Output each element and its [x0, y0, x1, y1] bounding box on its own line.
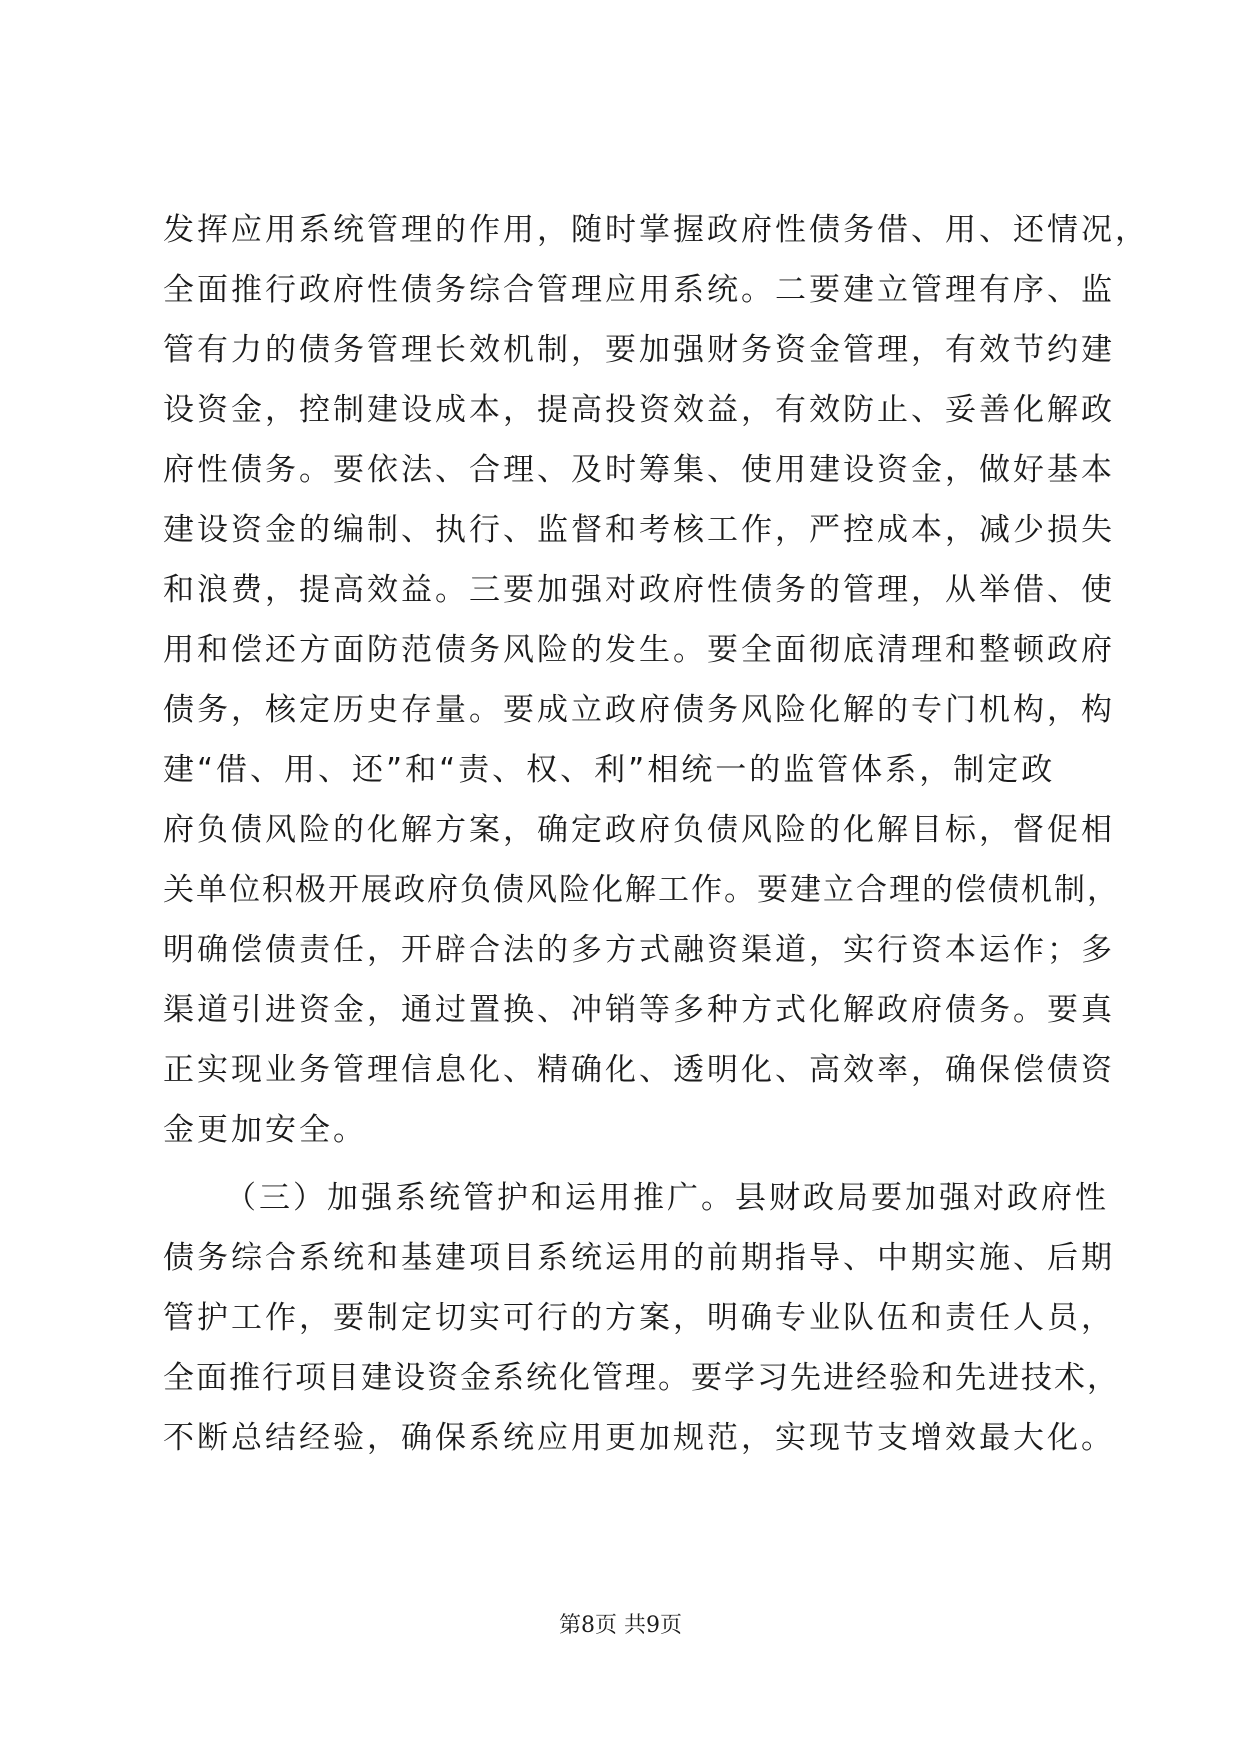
text-line: 府负债风险的化解方案，确定政府负债风险的化解目标，督促相	[163, 812, 1115, 848]
text-line: 明确偿债责任，开辟合法的多方式融资渠道，实行资本运作；多	[163, 932, 1115, 968]
text-line: （三）加强系统管护和运用推广。县财政局要加强对政府性	[225, 1180, 1109, 1216]
text-line: 管护工作，要制定切实可行的方案，明确专业队伍和责任人员，	[163, 1300, 1115, 1336]
text-line: 设资金，控制建设成本，提高投资效益，有效防止、妥善化解政	[163, 392, 1115, 428]
text-line: 建“借、用、还”和“责、权、利”相统一的监管体系，制定政	[163, 752, 1056, 788]
text-line: 全面推行政府性债务综合管理应用系统。二要建立管理有序、监	[163, 272, 1115, 308]
text-line: 和浪费，提高效益。三要加强对政府性债务的管理，从举借、使	[163, 572, 1115, 608]
text-line: 管有力的债务管理长效机制，要加强财务资金管理，有效节约建	[163, 332, 1115, 368]
text-line: 关单位积极开展政府负债风险化解工作。要建立合理的偿债机制，	[163, 872, 1120, 908]
text-line: 金更加安全。	[163, 1112, 367, 1148]
text-line: 债务综合系统和基建项目系统运用的前期指导、中期实施、后期	[163, 1240, 1115, 1276]
text-line: 正实现业务管理信息化、精确化、透明化、高效率，确保偿债资	[163, 1052, 1115, 1088]
text-line: 建设资金的编制、执行、监督和考核工作，严控成本，减少损失	[163, 512, 1115, 548]
text-line: 用和偿还方面防范债务风险的发生。要全面彻底清理和整顿政府	[163, 632, 1115, 668]
text-line: 不断总结经验，确保系统应用更加规范，实现节支增效最大化。	[163, 1420, 1115, 1456]
paragraph-2	[163, 1168, 1120, 1468]
document-body	[163, 200, 1149, 1468]
text-line: 债务，核定历史存量。要成立政府债务风险化解的专门机构，构	[163, 692, 1115, 728]
paragraph-1	[163, 200, 1149, 1160]
text-line: 渠道引进资金，通过置换、冲销等多种方式化解政府债务。要真	[163, 992, 1115, 1028]
text-line: 府性债务。要依法、合理、及时筹集、使用建设资金，做好基本	[163, 452, 1115, 488]
page-number-footer: 第8页 共9页	[559, 1613, 682, 1638]
text-line: 全面推行项目建设资金系统化管理。要学习先进经验和先进技术，	[163, 1360, 1120, 1396]
text-line: 发挥应用系统管理的作用，随时掌握政府性债务借、用、还情况，	[163, 212, 1149, 248]
